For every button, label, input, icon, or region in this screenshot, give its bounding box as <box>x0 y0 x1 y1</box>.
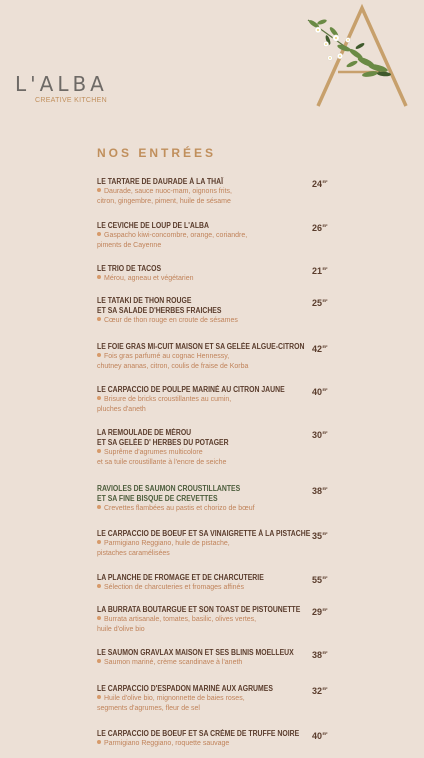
bullet-icon <box>97 505 101 509</box>
dish-name: RAVIOLES DE SAUMON CROUSTILLANTES <box>97 484 241 493</box>
dish-description: Fois gras parfumé au cognac Hennessy, <box>97 352 329 362</box>
dish-name: ET SA GELÉE D' HERBES DU POTAGER <box>97 438 229 447</box>
dish-name: LE CARPACCIO D'ESPADON MARINÉ AUX AGRUMES <box>97 684 273 693</box>
dish-description: Saumon mariné, crème scandinave à l'aneth <box>97 658 329 668</box>
dish-name: LE CARPACCIO DE BOEUF ET SA CRÈME DE TRUFFE NOIRE <box>97 729 300 738</box>
bullet-icon <box>97 275 101 279</box>
dish-description: citron, gingembre, piment, huile de sésame <box>97 197 231 205</box>
menu-item <box>97 428 329 467</box>
bullet-icon <box>97 695 101 699</box>
floral-a-logo <box>300 2 424 110</box>
bullet-icon <box>97 449 101 453</box>
dish-description: Cœur de thon rouge en croute de sésames <box>97 316 329 326</box>
bullet-icon <box>97 616 101 620</box>
dish-description: Mérou, agneau et végétarien <box>97 274 329 284</box>
dish-description: segments d'agrumes, fleur de sel <box>97 704 200 712</box>
dish-price: $26^{EF}$ <box>312 223 328 233</box>
bullet-icon <box>97 317 101 321</box>
dish-price: $35^{EF}$ <box>312 531 328 541</box>
bullet-icon <box>97 353 101 357</box>
dish-description: Parmigiano Reggiano, roquette sauvage <box>97 739 329 749</box>
dish-description: chutney ananas, citron, coulis de fraise de Korba <box>97 362 249 370</box>
bullet-icon <box>97 396 101 400</box>
menu-item <box>97 684 329 713</box>
dish-description: huile d'olive bio <box>97 625 145 633</box>
dish-price: $30^{EF}$ <box>312 430 328 440</box>
menu-item <box>97 529 329 558</box>
dish-price: $24^{EF}$ <box>312 179 328 189</box>
dish-name: LE TATAKI DE THON ROUGE <box>97 296 192 305</box>
dish-price: $25^{EF}$ <box>312 298 328 308</box>
bullet-icon <box>97 584 101 588</box>
dish-name: LE TARTARE DE DAURADE À LA THAÏ <box>97 177 224 186</box>
menu-item <box>97 264 329 284</box>
dish-name: LE CEVICHE DE LOUP DE L'ALBA <box>97 221 209 230</box>
dish-description: pistaches caramélisées <box>97 549 170 557</box>
menu-item <box>97 648 329 668</box>
menu-item <box>97 342 329 371</box>
dish-description: Daurade, sauce nuoc-mam, oignons frits, <box>97 187 329 197</box>
menu-item <box>97 729 329 749</box>
menu-item <box>97 221 329 250</box>
dish-name: ET SA FINE BISQUE DE CREVETTES <box>97 494 218 503</box>
dish-description: piments de Cayenne <box>97 241 162 249</box>
brand-tagline: CREATIVE KITCHEN <box>35 97 107 104</box>
brand-name: L'ALBA <box>15 72 108 96</box>
dish-description: et sa tuile croustillante à l'encre de seiche <box>97 458 227 466</box>
menu-item <box>97 605 329 634</box>
dish-name: LE CARPACCIO DE POULPE MARINÉ AU CITRON JAUNE <box>97 385 285 394</box>
menu-item <box>97 177 329 206</box>
bullet-icon <box>97 540 101 544</box>
bullet-icon <box>97 232 101 236</box>
dish-price: $40^{EF}$ <box>312 731 328 741</box>
dish-description: pluches d'aneth <box>97 405 146 413</box>
dish-description: Gaspacho kiwi-concombre, orange, coriandre, <box>97 231 329 241</box>
bullet-icon <box>97 740 101 744</box>
dish-description: Huile d'olive bio, mignonnette de baies roses, <box>97 694 329 704</box>
bullet-icon <box>97 659 101 663</box>
menu-item <box>97 573 329 593</box>
menu-item <box>97 484 329 514</box>
brand <box>15 73 108 104</box>
dish-price: $38^{EF}$ <box>312 486 328 496</box>
dish-name: LE FOIE GRAS MI-CUIT MAISON ET SA GELÉE ALGUE-CITRON <box>97 342 305 351</box>
dish-name: LA BURRATA BOUTARGUE ET SON TOAST DE PISTOUNETTE <box>97 605 301 614</box>
dish-price: $29^{EF}$ <box>312 607 328 617</box>
dish-name: LA REMOULADE DE MÉROU <box>97 428 192 437</box>
section-title: NOS ENTRÉES <box>97 146 217 160</box>
dish-description: Suprême d'agrumes multicolore <box>97 448 329 458</box>
dish-description: Burrata artisanale, tomates, basilic, olives vertes, <box>97 615 329 625</box>
dish-description: Sélection de charcuteries et fromages affinés <box>97 583 329 593</box>
dish-price: $40^{EF}$ <box>312 387 328 397</box>
dish-price: $32^{EF}$ <box>312 686 328 696</box>
dish-name: LE TRIO DE TACOS <box>97 264 162 273</box>
dish-price: $42^{EF}$ <box>312 344 328 354</box>
menu-item <box>97 296 329 326</box>
dish-price: $21^{EF}$ <box>312 266 328 276</box>
dish-name: LE SAUMON GRAVLAX MAISON ET SES BLINIS MOELLEUX <box>97 648 294 657</box>
dish-price: $55^{EF}$ <box>312 575 328 585</box>
dish-description: Brisure de bricks croustillantes au cumin, <box>97 395 329 405</box>
dish-description: Parmigiano Reggiano, huile de pistache, <box>97 539 329 549</box>
dish-description: Crevettes flambées au pastis et chorizo de bœuf <box>97 504 329 514</box>
bullet-icon <box>97 188 101 192</box>
dish-name: LA PLANCHE DE FROMAGE ET DE CHARCUTERIE <box>97 573 264 582</box>
dish-price: $38^{EF}$ <box>312 650 328 660</box>
menu-item <box>97 385 329 414</box>
dish-name: LE CARPACCIO DE BOEUF ET SA VINAIGRETTE À LA PISTACHE <box>97 529 311 538</box>
dish-name: ET SA SALADE D'HERBES FRAICHES <box>97 306 222 315</box>
